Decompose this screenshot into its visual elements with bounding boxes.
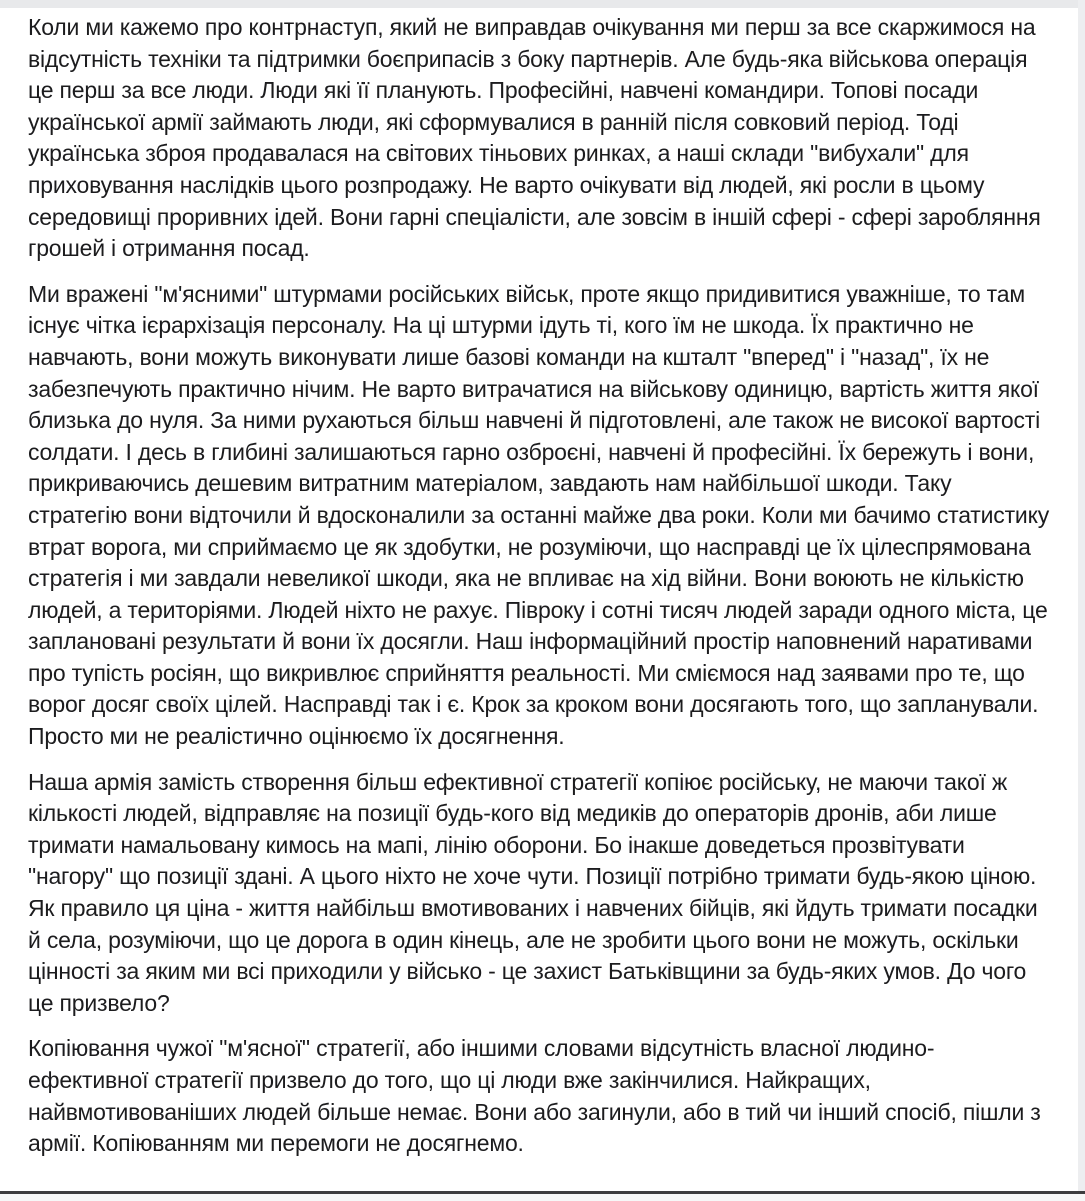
top-crop-border — [0, 0, 1085, 8]
paragraph-conclusion-no-victory: Копіювання чужої "м'ясної" стратегії, або іншими словами відсутність власної людино-ефективної стратегії призвело до того, що ці люди вже закінчилися. Найкращих, найвмотивованіших людей більше немає. Вони або загинули, або в тий чи інший спосіб, пішли з армії. Копіюванням ми перемоги не досягнемо. — [28, 1035, 1041, 1157]
bottom-crop-border — [0, 1194, 1085, 1201]
paragraph-counteroffensive-people: Коли ми кажемо про контрнаступ, який не виправдав очікування ми перш за все скаржимося на відсутність техніки та підтримки боєприпасів з боку партнерів. Але будь-яка військова операція це перш за все люди. Люди які її планують. Професійні, навчені командири. Топові посади української армії займають люди, які сформувалися в ранній після совковий період. Тоді українська зброя продавалася на світових тіньових ринках, а наші склади "вибухали" для приховування наслідків цього розпродажу. Не варто очікувати від людей, які росли в цьому середовищі проривних ідей. Вони гарні спеціалісти, але зовсім в іншій сфері - сфері заробляння грошей і отримання посад. — [28, 14, 1041, 262]
article-text-block — [28, 8, 1054, 1174]
paragraph-meat-assaults-strategy: Ми вражені "м'ясними" штурмами російських військ, проте якщо придивитися уважніше, то там існує чітка ієрархізація персоналу. На ці штурми ідуть ті, кого їм не шкода. Їх практично не навчають, вони можуть виконувати лише базові команди на кшталт "вперед" і "назад", їх не забезпечують практично нічим. Не варто витрачатися на військову одиницю, вартість життя якої близька до нуля. За ними рухаються більш навчені й підготовлені, але також не високої вартості солдати. І десь в глибині залишаються гарно озброєні, навчені й професійні. Їх бережуть і вони, прикриваючись дешевим витратним матеріалом, завдають нам найбільшої шкоди. Таку стратегію вони відточили й вдосконалили за останні майже два роки. Коли ми бачимо статистику втрат ворога, ми сприймаємо це як здобутки, не розуміючи, що насправді це їх цілеспрямована стратегія і ми завдали невеликої шкоди, яка не впливає на хід війни. Вони воюють не кількістю людей, а територіями. Людей ніхто не рахує. Півроку і сотні тисяч людей заради одного міста, це заплановані результати й вони їх досягли. Наш інформаційний простір наповнений наративами про тупість росіян, що викривлює сприйняття реальності. Ми сміємося над заявами про те, що ворог досяг своїх цілей. Насправді так і є. Крок за кроком вони досягають того, що запланували. Просто ми не реалістично оцінюємо їх досягнення. — [28, 280, 1049, 750]
paragraph-army-copying-strategy: Наша армія замість створення більш ефективної стратегії копіює російську, не маючи такої ж кількості людей, відправляє на позиції будь-кого від медиків до операторів дронів, аби лише тримати намальовану кимось на мапі, лінію оборони. Бо інакше доведеться прозвітувати "нагору" що позиції здані. А цього ніхто не хоче чути. Позиції потрібно тримати будь-якою ціною. Як правило ця ціна - життя найбільш вмотивованих і навчених бійців, які йдуть тримати посадки й села, розуміючи, що це дорога в один кінець, але не зробити цього вони не можуть, оскільки цінності за яким ми всі приходили у військо - це захист Батьківщини за будь-яких умов. До чого це призвело? — [28, 768, 1038, 1016]
right-crop-border — [1078, 0, 1085, 1201]
